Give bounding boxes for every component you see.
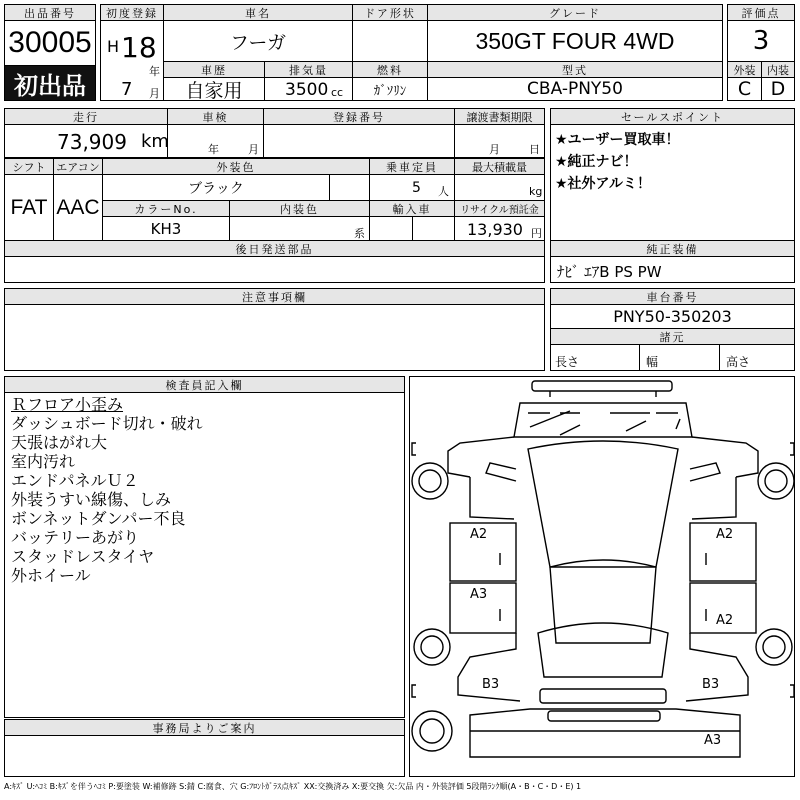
- displacement-cell: [264, 77, 353, 101]
- damage-diagram: [409, 376, 795, 777]
- damage-left-rear-fender: B3: [482, 677, 500, 692]
- width-label: 幅: [646, 355, 659, 369]
- yen-unit: 円: [531, 227, 542, 240]
- ext-color-header: 外装色: [102, 158, 370, 175]
- office-header: 事務局よりご案内: [4, 719, 405, 736]
- remark: 外装うすい線傷、しみ: [11, 490, 172, 509]
- damage-right-front-door: A2: [716, 527, 734, 542]
- transfer-header: 譲渡書類期限: [454, 108, 545, 125]
- inspection-cell: [167, 124, 264, 158]
- interior-grade-header: 内装: [761, 61, 795, 78]
- exterior-grade-header: 外装: [727, 61, 762, 78]
- history-header: 車歴: [163, 61, 265, 78]
- first-listing-badge: 初出品: [4, 65, 96, 101]
- sales-point: ★ユーザー買取車！: [555, 132, 680, 148]
- remark: エンドパネルＵ２: [11, 471, 139, 490]
- equipment: ﾅﾋﾞ ｴｱB PS PW: [557, 263, 662, 281]
- fuel: ｶﾞｿﾘﾝ: [352, 77, 428, 101]
- remark: 室内汚れ: [11, 452, 76, 471]
- legend: A:ｷｽﾞ U:ﾍｺﾐ B:ｷｽﾞを伴うﾍｺﾐ P:要塗装 W:補修跡 S:錆 C:腐食、穴 G:ﾌﾛﾝﾄｶﾞﾗｽ点ｷｽﾞ XX:交換済み X:要交換 欠:欠品 内・外装評価 5段階ﾗﾝｸ順(A・B・C・D・E) 1: [4, 782, 582, 791]
- notes: [4, 304, 545, 371]
- color-no: KH3: [102, 216, 230, 241]
- history: 自家用: [163, 77, 265, 101]
- later-parts-header: 後日発送部品: [4, 240, 545, 257]
- lot-header: 出品番号: [4, 4, 96, 21]
- damage-rear-bumper: A3: [704, 733, 722, 748]
- reg-number: [263, 124, 455, 158]
- interior-grade: D: [761, 77, 795, 101]
- int-color-cell: [229, 216, 370, 241]
- door-header: ドア形状: [352, 4, 428, 21]
- capacity: 5: [412, 180, 421, 196]
- kg-unit: kg: [529, 185, 543, 198]
- damage-right-rear-fender: B3: [702, 677, 720, 692]
- length-cell: [550, 344, 640, 371]
- sales-points-header: セールスポイント: [550, 108, 795, 125]
- car-outline: [410, 377, 796, 778]
- displacement-header: 排気量: [264, 61, 353, 78]
- remark: ボンネットダンパー不良: [11, 509, 186, 528]
- aircon-header: エアコン: [53, 158, 103, 175]
- inspection-header: 車検: [167, 108, 264, 125]
- width-cell: [639, 344, 720, 371]
- remark: Ｒフロア小歪み: [11, 395, 124, 414]
- chassis-header: 車台番号: [550, 288, 795, 305]
- length-label: 長さ: [555, 355, 580, 369]
- equipment-header: 純正装備: [550, 240, 795, 257]
- later-parts: [4, 256, 545, 283]
- remark: ダッシュボード切れ・破れ: [11, 414, 203, 433]
- year-unit: 年: [149, 65, 160, 78]
- car-name-header: 車名: [163, 4, 353, 21]
- grade: 350GT FOUR 4WD: [427, 20, 723, 62]
- import-cell-1: [369, 216, 413, 241]
- inspection-year-unit: 年: [208, 143, 219, 156]
- damage-left-rear-door: A3: [470, 587, 488, 602]
- first-reg-header: 初度登録: [100, 4, 164, 21]
- capacity-header: 乗車定員: [369, 158, 455, 175]
- shift: FAT: [4, 174, 54, 241]
- model: CBA-PNY50: [427, 77, 723, 101]
- damage-right-rear-door: A2: [716, 613, 734, 628]
- sales-point: ★社外アルミ！: [555, 176, 651, 192]
- height-label: 高さ: [726, 355, 751, 369]
- mileage-cell: [4, 124, 168, 158]
- aircon: AAC: [53, 174, 103, 241]
- remark: スタッドレスタイヤ: [11, 547, 155, 566]
- mileage: 73,909: [57, 130, 127, 154]
- first-reg-cell: [100, 20, 164, 101]
- int-color-unit: 系: [354, 227, 365, 240]
- transfer-day-unit: 日: [529, 143, 540, 156]
- ext-color: ブラック: [102, 174, 330, 201]
- lot-number: 30005: [4, 20, 96, 66]
- max-load-cell: [454, 174, 545, 201]
- remark: バッテリーあがり: [11, 528, 140, 547]
- inspection-month-unit: 月: [248, 143, 259, 156]
- mileage-header: 走行: [4, 108, 168, 125]
- sales-point: ★純正ナビ！: [555, 154, 638, 170]
- remark: 天張はがれ大: [11, 433, 108, 452]
- month-unit: 月: [149, 87, 160, 100]
- fuel-header: 燃料: [352, 61, 428, 78]
- displacement: 3500: [285, 80, 329, 100]
- dimensions-header: 諸元: [550, 328, 795, 345]
- sales-points: [550, 124, 795, 241]
- height-cell: [719, 344, 795, 371]
- color-no-header: カラーNo.: [102, 200, 230, 217]
- office-notes: [4, 735, 405, 777]
- km-unit: km: [141, 131, 169, 152]
- notes-header: 注意事項欄: [4, 288, 545, 305]
- era: H: [107, 37, 120, 56]
- inspector-header: 検査員記入欄: [4, 376, 405, 393]
- capacity-unit: 人: [438, 185, 449, 198]
- recycle-header: リサイクル預託金: [454, 200, 545, 217]
- grade-header: グレード: [427, 4, 723, 21]
- model-header: 型式: [427, 61, 723, 78]
- score-header: 評価点: [727, 4, 795, 21]
- cc-unit: cc: [331, 86, 344, 99]
- transfer-month-unit: 月: [489, 143, 500, 156]
- door-type: [352, 20, 428, 62]
- max-load-header: 最大積載量: [454, 158, 545, 175]
- inspector-remarks: [4, 392, 405, 718]
- score: 3: [727, 20, 795, 62]
- transfer-cell: [454, 124, 545, 158]
- chassis-number: PNY50-350203: [550, 304, 795, 329]
- recycle-cell: [454, 216, 545, 241]
- reg-month: 7: [121, 79, 133, 100]
- ext-color-extra: [329, 174, 370, 201]
- car-name: フーガ: [163, 20, 353, 62]
- capacity-cell: [369, 174, 455, 201]
- equipment-cell: [550, 256, 795, 283]
- import-header: 輸入車: [369, 200, 455, 217]
- damage-left-front-door: A2: [470, 527, 488, 542]
- int-color-header: 内装色: [229, 200, 370, 217]
- reg-number-header: 登録番号: [263, 108, 455, 125]
- shift-header: シフト: [4, 158, 54, 175]
- reg-year: 18: [121, 31, 157, 64]
- import-cell-2: [412, 216, 455, 241]
- remark: 外ホイール: [11, 566, 91, 585]
- exterior-grade: C: [727, 77, 762, 101]
- recycle: 13,930: [467, 220, 523, 239]
